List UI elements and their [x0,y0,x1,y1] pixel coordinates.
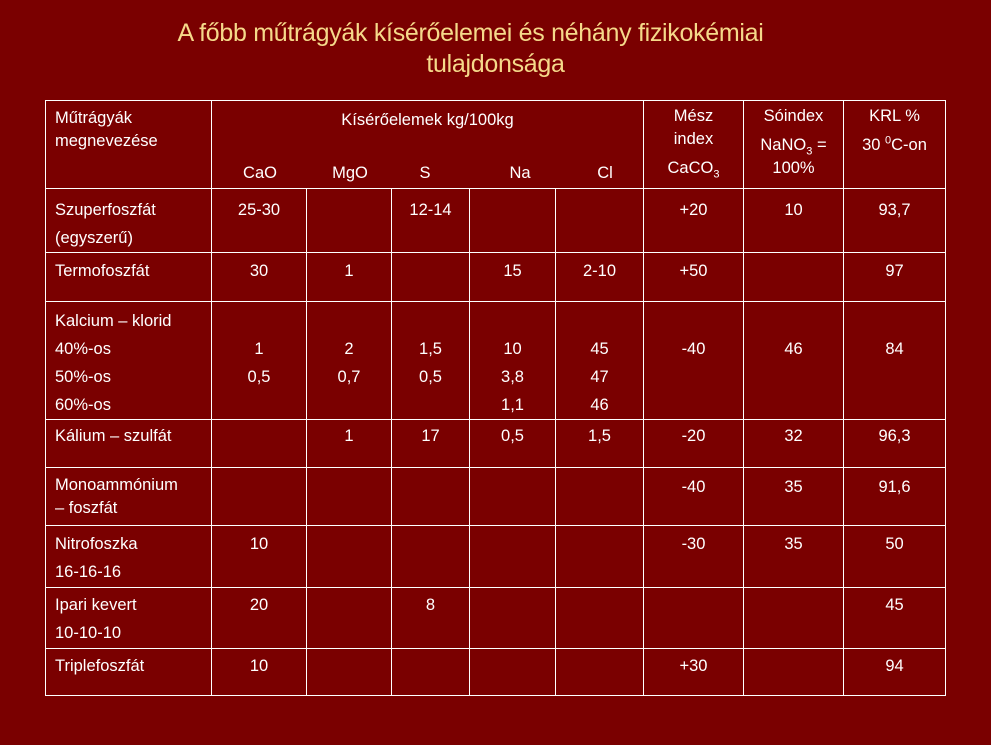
cell-mgo: 1 [307,253,392,302]
cell-krl: 84 [844,302,946,420]
cell-cl: 2-10 [556,253,644,302]
cell-s [392,468,470,526]
cell-s [392,649,470,696]
cell-cao [212,420,307,468]
table-row [46,420,946,468]
cell-krl: 94 [844,649,946,696]
header-sub-mgo: MgO [332,164,368,182]
cell-na: 10 3,8 1,1 [470,302,556,420]
cell-na [470,649,556,696]
cell-na: 15 [470,253,556,302]
cell-mesz: +20 [644,189,744,253]
cell-mesz: -20 [644,420,744,468]
header-krl-line2: 30 $^0$C-on [862,134,927,154]
cell-s [392,526,470,588]
table-row [46,468,946,526]
header-sub-cao: CaO [243,164,277,182]
header-sub-cl: Cl [597,164,613,182]
cell-so: 35 [744,526,844,588]
cell-cl [556,189,644,253]
table-row [46,649,946,696]
row-name: Termofoszfát [46,253,212,302]
header-group-cell [212,101,644,189]
page-title [0,18,991,80]
table-row [46,253,946,302]
cell-cao: 30 [212,253,307,302]
cell-cao: 25-30 [212,189,307,253]
title-line-1: A főbb műtrágyák kísérőelemei és néhány fizikokémiai [177,19,764,47]
cell-cao: 10 [212,649,307,696]
cell-krl: 93,7 [844,189,946,253]
table-row [46,588,946,649]
cell-krl: 96,3 [844,420,946,468]
header-mesz-line2: index [673,130,714,148]
cell-s: 8 [392,588,470,649]
cell-s: 1,5 0,5 [392,302,470,420]
cell-krl: 45 [844,588,946,649]
header-row [46,101,946,189]
cell-so: 10 [744,189,844,253]
cell-krl: 91,6 [844,468,946,526]
cell-mgo [307,189,392,253]
cell-mesz: -40 [644,468,744,526]
cell-mesz: -30 [644,526,744,588]
cell-so [744,253,844,302]
header-mesz-cell [644,101,744,189]
header-so-line3: 100% [772,159,815,177]
table-row [46,302,946,420]
header-so-cell [744,101,844,189]
cell-cao [212,468,307,526]
title-line-2: tulajdonsága [426,50,565,78]
cell-mesz: +30 [644,649,744,696]
header-sub-s: S [419,164,431,182]
header-krl-line1: KRL % [869,107,920,125]
header-so-line2: NaNO$_3$ = [760,136,827,158]
cell-s: 17 [392,420,470,468]
header-name-line1: Műtrágyák [55,109,133,127]
cell-mgo: 2 0,7 [307,302,392,420]
cell-na: 0,5 [470,420,556,468]
fertilizer-table [45,100,946,696]
cell-mesz: +50 [644,253,744,302]
cell-mesz [644,588,744,649]
cell-so [744,588,844,649]
row-name: Kálium – szulfát [46,420,212,468]
cell-cl: 1,5 [556,420,644,468]
header-mesz-line1: Mész [673,107,714,125]
header-krl-cell [844,101,946,189]
cell-na [470,588,556,649]
header-name-line2: megnevezése [55,132,158,150]
cell-s: 12-14 [392,189,470,253]
row-name: Kalcium – klorid 40%-os 50%-os 60%-os [46,302,212,420]
cell-na [470,468,556,526]
cell-na [470,189,556,253]
cell-mgo [307,588,392,649]
header-sub-na: Na [509,164,531,182]
row-name: Monoammónium – foszfát [46,468,212,526]
row-name: Szuperfoszfát (egyszerű) [46,189,212,253]
table-row [46,526,946,588]
row-name: Nitrofoszka 16-16-16 [46,526,212,588]
cell-cl [556,468,644,526]
cell-mgo [307,649,392,696]
row-name: Ipari kevert 10-10-10 [46,588,212,649]
cell-na [470,526,556,588]
cell-mgo: 1 [307,420,392,468]
cell-so [744,649,844,696]
cell-cl [556,649,644,696]
cell-krl: 97 [844,253,946,302]
cell-krl: 50 [844,526,946,588]
cell-so: 32 [744,420,844,468]
cell-cao: 20 [212,588,307,649]
cell-mgo [307,526,392,588]
cell-so: 35 [744,468,844,526]
cell-s [392,253,470,302]
header-name-cell [46,101,212,189]
cell-cao: 1 0,5 [212,302,307,420]
row-name: Triplefoszfát [46,649,212,696]
header-so-line1: Sóindex [763,107,824,125]
cell-cl [556,588,644,649]
table-row [46,189,946,253]
header-mesz-line3: CaCO$_3$ [667,159,720,181]
cell-cao: 10 [212,526,307,588]
header-group-label: Kísérőelemek kg/100kg [341,111,514,129]
cell-cl: 45 47 46 [556,302,644,420]
cell-mgo [307,468,392,526]
cell-mesz: -40 [644,302,744,420]
cell-cl [556,526,644,588]
cell-so: 46 [744,302,844,420]
